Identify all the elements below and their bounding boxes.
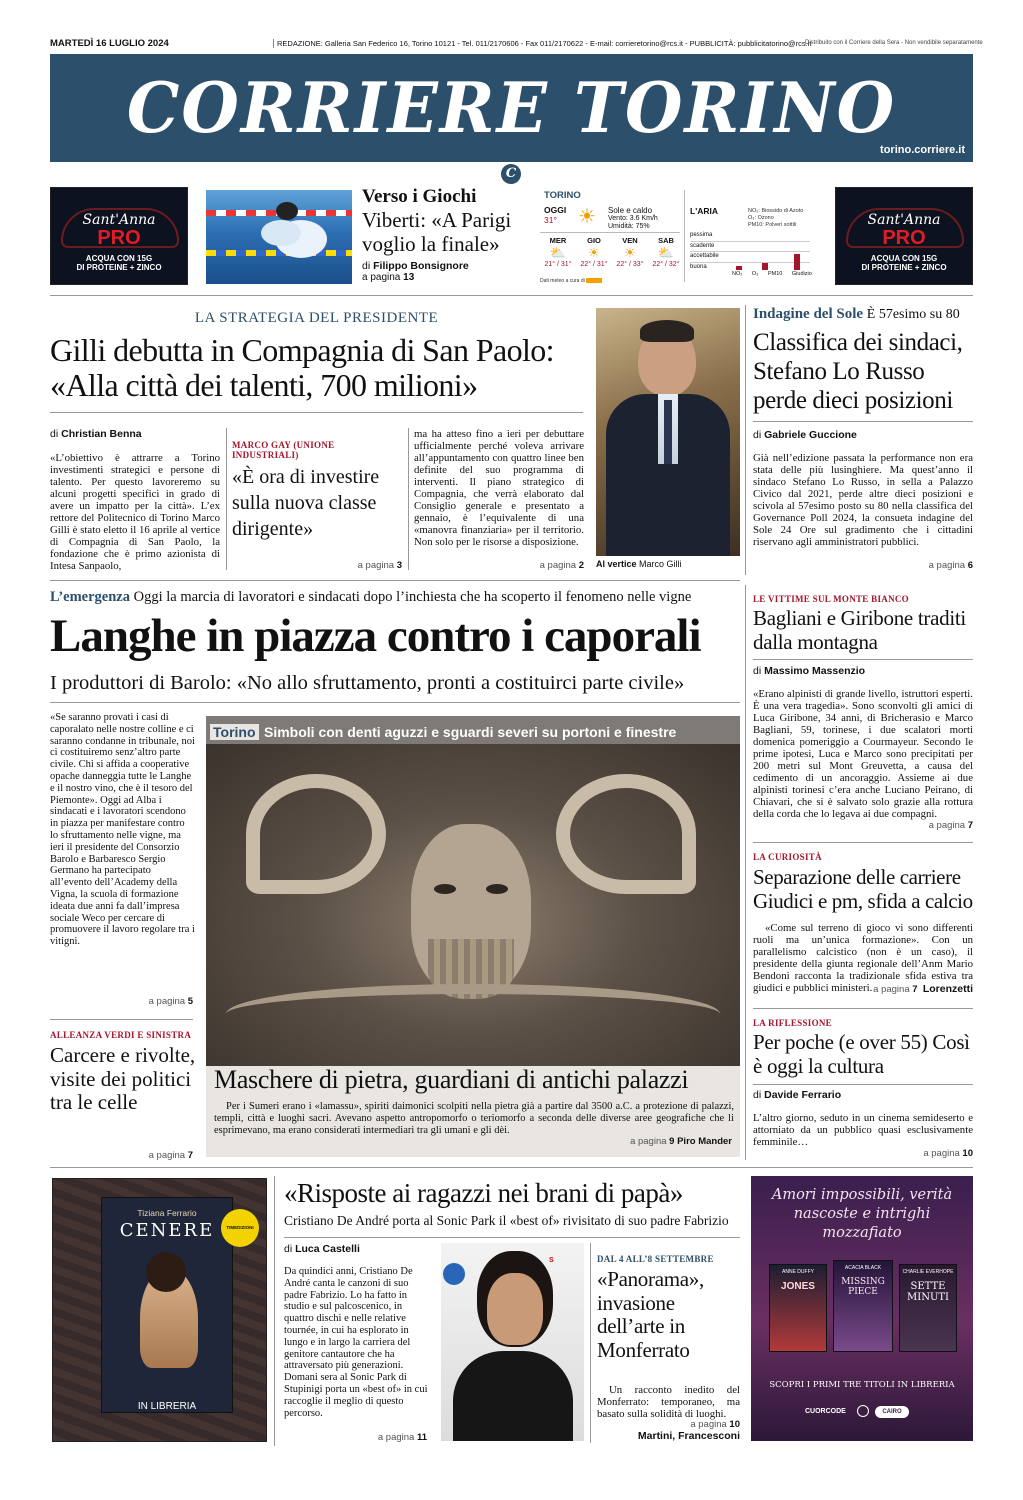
book-cover: CHARLIE EVERHOPE SETTE MINUTI <box>899 1264 957 1352</box>
ad-line2: DI PROTEINE + ZINCO <box>76 263 162 272</box>
sport-kicker: Verso i Giochi <box>362 186 477 207</box>
weather-city: TORINO <box>544 190 581 201</box>
hair-shape <box>640 320 694 342</box>
sport-headline: Viberti: «A Parigi voglio la finale» <box>362 208 512 256</box>
curiosita-headline[interactable]: Separazione delle carriere Giudici e pm, sfida a calcio <box>753 865 973 913</box>
ad-product: PRO <box>97 227 141 249</box>
riflessione-byline: di Davide Ferrario <box>753 1089 842 1101</box>
masthead-title: CORRIERE TORINO <box>126 67 897 149</box>
newsroom-address: REDAZIONE: Galleria San Federico 16, Torino 10121 - Tel. 011/2170606 - Fax 011/2170622 - E-mail: corrieretorino@rcs.it - PUBBLICITÀ: pubblicitatorino@rcs.it <box>273 39 812 48</box>
main-page: a pagina 5 <box>148 996 193 1007</box>
book-cover: ANNE DUFFY JONES <box>769 1264 827 1352</box>
main-headline[interactable]: Langhe in piazza contro i caporali <box>50 610 701 662</box>
sidebar-page: a pagina 3 <box>357 560 402 571</box>
sport-author: Filippo Bonsignore <box>373 260 469 272</box>
ad-tagline: Amori impossibili, verità nascoste e intrighi mozzafiato <box>771 1187 953 1241</box>
ad-cta: SCOPRI I PRIMI TRE TITOLI IN LIBRERIA <box>769 1380 955 1390</box>
main-text: «Se saranno provati i casi di caporalato nelle nostre colline e ci saranno condanne in tribunale, noi ci costituiremo senz’altro parte civile. Chi si affida a cooperative opache danneggia tutte le Langhe e il nostro vino, che è il tesoro del Piemonte». Oggi ad Alba i sindacati e i lavoratori scendono in piazza per manifestare contro lo sfruttamento nelle vigne, ma ieri il presidente del Consorzio Barolo e Barbaresco Sergio Germano ha partecipato all’evento dell’Academy della Vigna, la scuola di formazione ideata due anni fa dall’impresa sociale Weco per cercare di promuovere il lavoro regolare tra i vitigni. <box>50 712 195 948</box>
masthead-url[interactable]: torino.corriere.it <box>880 144 965 156</box>
day-name: SAB <box>658 236 674 245</box>
divider <box>274 1176 275 1446</box>
sport-page: 13 <box>403 272 415 283</box>
stone-mask-photo <box>206 744 740 1066</box>
lead-sidebar[interactable] <box>232 440 402 542</box>
air-legend: NO₂: Biossido di Azoto O₃: Ozono PM10: Polveri sottili <box>748 208 804 228</box>
day-temp: 21° / 31° <box>544 261 572 268</box>
divider <box>50 1167 973 1168</box>
splash-shape <box>261 220 301 246</box>
photo-story-headline: Maschere di pietra, guardiani di antichi palazzi <box>214 1065 689 1094</box>
day-name: MER <box>549 236 567 245</box>
badge-timeedizioni: TIMEDIZIONI <box>221 1209 259 1247</box>
divider <box>50 580 740 581</box>
music-page: a pagina 11 <box>377 1432 427 1443</box>
photo-caption: Al vertice Marco Gilli <box>596 559 682 569</box>
brand-cuorcode: CUORCODE <box>805 1408 846 1415</box>
panorama-text: Un racconto inedito del Monferrato: temporaneo, ma basato sulla solidità di luoghi. <box>597 1384 740 1420</box>
day-temp: 22° / 32° <box>652 261 680 268</box>
day-name: VEN <box>622 236 638 245</box>
photo-story-page: a pagina 9 Piro Mander <box>630 1136 732 1147</box>
divider <box>226 428 227 570</box>
left-page: a pagina 7 <box>148 1150 193 1161</box>
top-bar <box>50 38 983 50</box>
photo-story-tag-tail: Simboli con denti aguzzi e sguardi severi su portoni e finestre <box>264 724 677 740</box>
lead-text-col3: ma ha atteso fino a ieri per debuttare ufficialmente perché voleva arrivare all’appuntamento con quattro linee ben definite del suo programma di interventi. Il piano strategico di Compagnia, che verrà elaborato dal Consiglio generale e presentato a gennaio, è l’equivalente di una «manovra finanziaria» per il territorio. Non solo per le risorse a disposizione. <box>414 428 584 548</box>
air-levels: pessima scadente accettabile buona <box>690 231 810 272</box>
lane-rope <box>206 250 352 256</box>
ad-line1: ACQUA CON 15G <box>85 254 153 263</box>
riflessione-page: a pagina 10 <box>923 1148 973 1159</box>
monte-byline: di Massimo Massenzio <box>753 665 866 677</box>
music-headline[interactable]: «Risposte ai ragazzi nei brani di papà» <box>284 1178 683 1208</box>
riflessione-headline[interactable]: Per poche (e over 55) Così è oggi la cultura <box>753 1030 970 1078</box>
humidity: Umidità: 75% <box>608 223 650 230</box>
meteo-provider-logo-icon <box>586 278 602 283</box>
de-andre-photo[interactable] <box>441 1243 584 1441</box>
riflessione-text: L’altro giorno, seduto in un cinema semideserto e attorniato da un pubblico quasi esclusivamente femminile… <box>753 1112 973 1148</box>
forecast-days <box>540 236 684 276</box>
stone-garland <box>226 984 720 1044</box>
divider <box>753 842 973 843</box>
swimmer-photo[interactable] <box>206 190 352 284</box>
jacket-shape <box>453 1351 573 1441</box>
music-byline: di Luca Castelli <box>284 1243 360 1255</box>
ad-line2: DI PROTEINE + ZINCO <box>861 263 947 272</box>
weather-credit: Dati meteo a cura di <box>540 278 602 284</box>
ad-book-cenere[interactable] <box>52 1178 267 1442</box>
sole-kicker: Indagine del Sole È 57esimo su 80 <box>753 306 960 322</box>
painting-hair <box>146 1252 186 1292</box>
lead-text-col1: «L’obiettivo è attrarre a Torino investimenti strategici e persone di talento. Per questo lavoreremo su alcuni progetti specifici in grado di avere un impatto per la città». L’ex rettore del Politecnico di Torino Marco Gilli è stato eletto il 16 aprile al vertice di Compagnia di San Paolo, la fondazione che è primo azionista di Intesa Sanpaolo, <box>50 452 220 572</box>
edition-date: MARTEDÌ 16 LUGLIO 2024 <box>50 38 169 49</box>
monte-text: «Erano alpinisti di grande livello, istruttori esperti. È una vera tragedia». Sono sconvolti gli amici di Luca Giribone, 34 anni, di Bricherasio e Marco Bagliani, 59, torinese, i due scalatori morti domenica pomeriggio a Courmayeur. Secondo le prime ipotesi, Luca e Marco sono precipitati per 200 metri sul Mont Greuvetta, a causa del cedimento di un ancoraggio. Assieme ai due alpinisti torinesi c’era anche Luciano Peirano, di Chiavari, che si è salvato solo grazie alla rottura della corda che lo legava ai due compagni. <box>753 688 973 820</box>
divider <box>284 1237 740 1238</box>
weather-divider <box>684 190 685 282</box>
air-title: L'ARIA <box>690 206 718 216</box>
sole-text: Già nell’edizione passata la performance non era stata delle più lusinghiere. Ma quest’anno il sindaco Stefano Lo Russo, in sella a Palazzo Civico dal 2021, perde altre dieci posizioni e scivola al 57esimo posto su 80 nella classifica del Governance Poll 2024, la consueta indagine del Sole 24 Ore sul gradimento che i cittadini riservano agli amministratori pubblici. <box>753 452 973 548</box>
curiosita-kicker: LA CURIOSITÀ <box>753 852 822 862</box>
by-prefix: di <box>362 260 371 272</box>
ad-line1: ACQUA CON 15G <box>870 254 938 263</box>
stone-eye <box>434 884 456 894</box>
gilli-photo[interactable] <box>596 308 740 556</box>
sponsor-logo <box>443 1263 465 1285</box>
swim-cap <box>276 202 298 220</box>
divider <box>753 1008 973 1009</box>
book-cover: ACACIA BLACK MISSING PIECE <box>833 1260 893 1352</box>
lead-kicker: LA STRATEGIA DEL PRESIDENTE <box>194 310 439 326</box>
arm-shape-icon <box>846 208 964 248</box>
divider <box>50 412 583 413</box>
ad-product: PRO <box>882 227 926 249</box>
book-title: CENERE <box>119 1220 215 1241</box>
sun-cloud-icon: ⛅ <box>657 245 675 260</box>
panorama-page: a pagina 10 <box>690 1419 740 1430</box>
photo-story-text: Per i Sumeri erano i «lamassu», spiriti daimonici scolpiti nella pietra già a partire dal 3500 a.C. a protezione di palazzi, templi, città e luoghi sacri. Avevano aspetto antropomorfo o teriomorfo a seconda delle diverse aree geografiche che li esprimevano, ma erano considerati intermediari tra gli umani e gli dèi. <box>214 1101 734 1136</box>
lead-headline[interactable]: Gilli debutta in Compagnia di San Paolo: «Alla città dei talenti, 700 milioni» <box>50 332 554 403</box>
ad-santanna-left[interactable] <box>50 187 188 285</box>
ad-romance-books[interactable] <box>751 1176 973 1441</box>
divider <box>753 1084 973 1085</box>
stone-eye <box>486 884 508 894</box>
panorama-kicker: DAL 4 ALL’8 SETTEMBRE <box>597 1254 714 1264</box>
curiosita-page: a pagina 7 Lorenzetti <box>873 983 973 995</box>
sponsor-logo: S <box>549 1257 554 1264</box>
left-headline[interactable]: Carcere e rivolte, visite dei politici tra le celle <box>50 1043 196 1114</box>
curiosita-text: «Come sul terreno di gioco vi sono differenti ruoli ma un’unica formazione». Con un parallelismo calcistico (non è un caso), il presidente della giunta regionale dell’Anm Mario Bendoni racconta la tradizionale sfida estiva tra giudici e pubblici ministeri. <box>753 922 973 994</box>
sun-icon: ☀ <box>588 245 600 260</box>
monte-kicker: LE VITTIME SUL MONTE BIANCO <box>753 594 909 604</box>
day-temp: 22° / 31° <box>580 261 608 268</box>
sun-icon: ☀ <box>624 245 636 260</box>
divider <box>753 659 973 660</box>
day-name: GIO <box>587 236 601 245</box>
ad-santanna-right[interactable] <box>835 187 973 285</box>
divider <box>745 305 746 575</box>
air-pollutants: NO₂ O₃ PM10 Giudizio <box>732 271 812 277</box>
divider <box>408 428 409 570</box>
monte-page: a pagina 7 <box>928 820 973 831</box>
photo-story-tag: Torino <box>210 724 259 740</box>
divider <box>745 585 746 1160</box>
weather-divider <box>540 232 680 233</box>
left-kicker: ALLEANZA VERDI E SINISTRA <box>50 1030 192 1040</box>
panorama-headline[interactable]: «Panorama», invasione dell’arte in Monferrato <box>597 1267 704 1362</box>
music-text: Da quindici anni, Cristiano De André canta le canzoni di suo padre Fabrizio. Lo ha fatto in studio e sul palcoscenico, in quattro dischi e nelle relative tournée, in cui ha esplorato in lungo e in largo la carriera del genitore cantautore che ha attraversato più generazioni. Domani sera al Sonic Park di Stupinigi porta un «best of» in cui raccoglie il meglio di questo percorso. <box>284 1266 428 1419</box>
divider <box>590 1243 591 1443</box>
scroll-ornament <box>246 774 386 894</box>
today-label: OGGI <box>544 205 567 215</box>
book-author: Tiziana Ferrario <box>137 1208 197 1218</box>
air-bar-pm10 <box>794 254 800 270</box>
divider <box>50 1019 193 1020</box>
photo-story[interactable] <box>206 716 740 1157</box>
distribution-note: Distribuito con il Corriere della Sera - Non vendibile separatamente <box>805 40 983 46</box>
main-subhead: I produttori di Barolo: «No allo sfruttamento, pronti a costituirci parte civile» <box>50 672 685 694</box>
ad-brand: Sant'Anna <box>867 212 941 228</box>
arm-shape-icon <box>61 208 179 248</box>
sole-page: a pagina 6 <box>928 560 973 571</box>
page-prefix: a pagina <box>362 272 401 283</box>
wind: Vento: 3.6 Km/h <box>608 215 658 222</box>
sole-headline[interactable]: Classifica dei sindaci, Stefano Lo Russo perde dieci posizioni <box>753 329 963 414</box>
today-temp: 31° <box>544 215 557 225</box>
sole-byline: di Gabriele Guccione <box>753 429 857 441</box>
main-kicker: L’emergenza Oggi la marcia di lavoratori e sindacati dopo l’inchiesta che ha scoperto il fenomeno nelle vigne <box>50 589 692 605</box>
monte-headline[interactable]: Bagliani e Giribone traditi dalla montagna <box>753 606 966 654</box>
sidebar-kicker: MARCO GAY (UNIONE INDUSTRIALI) <box>232 440 335 460</box>
sun-cloud-icon: ⛅ <box>549 245 567 260</box>
masthead <box>50 54 973 162</box>
divider <box>50 295 973 296</box>
heart-icon <box>857 1405 869 1417</box>
divider <box>753 421 973 422</box>
lead-byline: di Christian Benna <box>50 428 142 440</box>
weather-box <box>538 190 828 286</box>
brand-cairo: CAIRO <box>875 1406 909 1418</box>
divider <box>50 702 740 703</box>
book-cta: IN LIBRERIA <box>137 1401 197 1412</box>
sun-icon: ☀ <box>578 206 596 228</box>
riflessione-kicker: LA RIFLESSIONE <box>753 1018 832 1028</box>
music-subhead: Cristiano De André porta al Sonic Park il «best of» rivisitato di suo padre Fabrizio <box>284 1213 729 1228</box>
sidebar-headline: «È ora di investire sulla nuova classe dirigente» <box>232 466 380 540</box>
tie-shape <box>664 400 672 464</box>
book-cover <box>101 1197 233 1413</box>
panorama-authors: Martini, Francesconi <box>637 1430 740 1442</box>
scroll-ornament <box>556 774 696 894</box>
air-bar-o3 <box>762 263 768 270</box>
sport-teaser[interactable] <box>362 186 522 283</box>
air-bar-no2 <box>736 266 742 270</box>
day-temp: 22° / 33° <box>616 261 644 268</box>
ad-brand: Sant'Anna <box>82 212 156 228</box>
face-shape <box>487 1273 543 1345</box>
corriere-c-logo-icon: C <box>501 164 521 184</box>
lead-page: a pagina 2 <box>539 560 584 571</box>
today-desc: Sole e caldo <box>608 206 653 215</box>
